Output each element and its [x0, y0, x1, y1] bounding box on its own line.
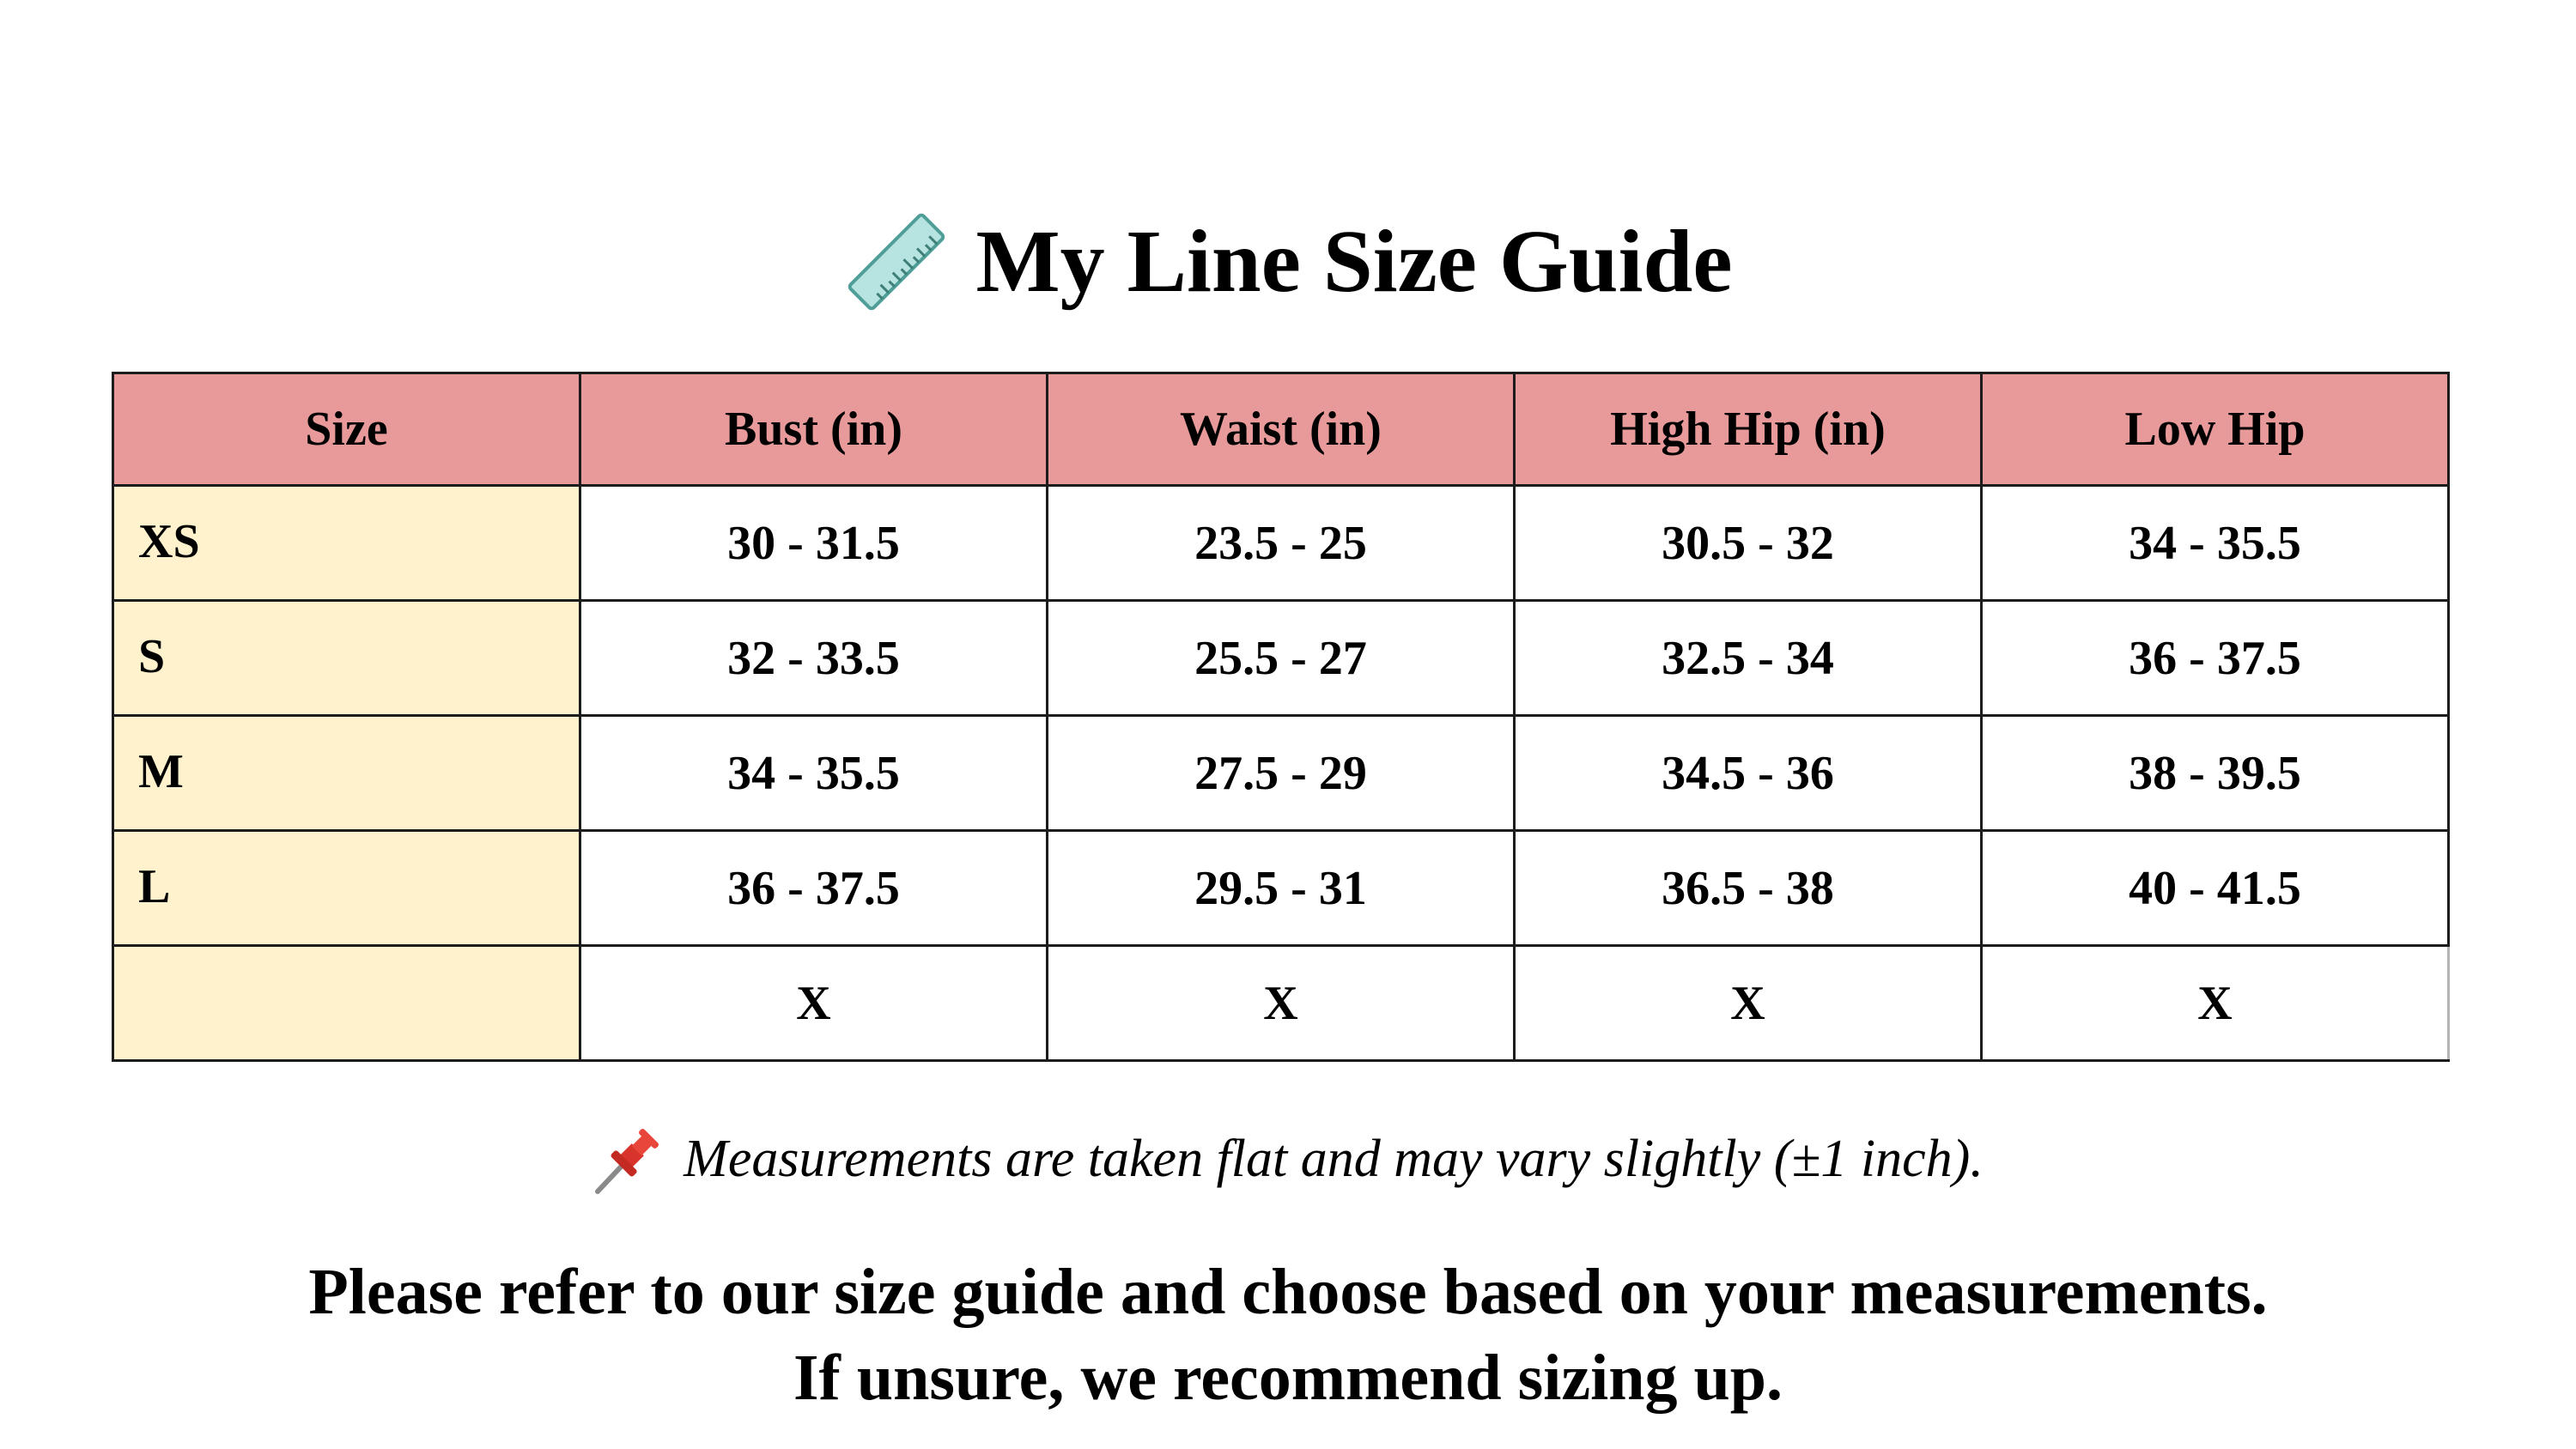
footer-line-2: If unsure, we recommend sizing up. — [793, 1342, 1783, 1414]
header-low-hip: Low Hip — [1982, 373, 2449, 486]
waist-value: X — [1048, 946, 1515, 1061]
waist-value: 25.5 - 27 — [1048, 601, 1515, 716]
high-hip-value: 34.5 - 36 — [1515, 716, 1982, 831]
waist-value: 23.5 - 25 — [1048, 486, 1515, 601]
table-row — [113, 716, 2449, 831]
high-hip-value: 32.5 - 34 — [1515, 601, 1982, 716]
size-label: M — [113, 716, 580, 831]
high-hip-value: X — [1515, 946, 1982, 1061]
low-hip-value: 34 - 35.5 — [1982, 486, 2449, 601]
size-label: S — [113, 601, 580, 716]
page-title — [0, 197, 2576, 326]
header-size: Size — [113, 373, 580, 486]
bust-value: 32 - 33.5 — [580, 601, 1048, 716]
low-hip-value: X — [1982, 946, 2449, 1061]
high-hip-value: 30.5 - 32 — [1515, 486, 1982, 601]
table-row — [113, 601, 2449, 716]
bust-value: 36 - 37.5 — [580, 831, 1048, 946]
footer-message — [0, 1249, 2576, 1421]
low-hip-value: 38 - 39.5 — [1982, 716, 2449, 831]
size-label: XS — [113, 486, 580, 601]
table-row — [113, 946, 2449, 1061]
header-high-hip: High Hip (in) — [1515, 373, 1982, 486]
footer-line-1: Please refer to our size guide and choose based on your measurements. — [308, 1256, 2268, 1328]
bust-value: 30 - 31.5 — [580, 486, 1048, 601]
bust-value: 34 - 35.5 — [580, 716, 1048, 831]
note-text: Measurements are taken flat and may vary slightly (±1 inch). — [683, 1130, 1984, 1188]
pushpin-icon — [592, 1123, 665, 1195]
title-text: My Line Size Guide — [975, 212, 1733, 311]
table-row — [113, 831, 2449, 946]
low-hip-value: 40 - 41.5 — [1982, 831, 2449, 946]
high-hip-value: 36.5 - 38 — [1515, 831, 1982, 946]
size-label — [113, 946, 580, 1061]
low-hip-value: 36 - 37.5 — [1982, 601, 2449, 716]
header-bust: Bust (in) — [580, 373, 1048, 486]
size-label: L — [113, 831, 580, 946]
waist-value: 29.5 - 31 — [1048, 831, 1515, 946]
header-waist: Waist (in) — [1048, 373, 1515, 486]
bust-value: X — [580, 946, 1048, 1061]
table-row — [113, 486, 2449, 601]
size-guide-table — [112, 372, 2450, 1062]
ruler-icon — [843, 209, 950, 315]
waist-value: 27.5 - 29 — [1048, 716, 1515, 831]
table-header-row — [113, 373, 2449, 486]
measurement-note — [0, 1116, 2576, 1202]
